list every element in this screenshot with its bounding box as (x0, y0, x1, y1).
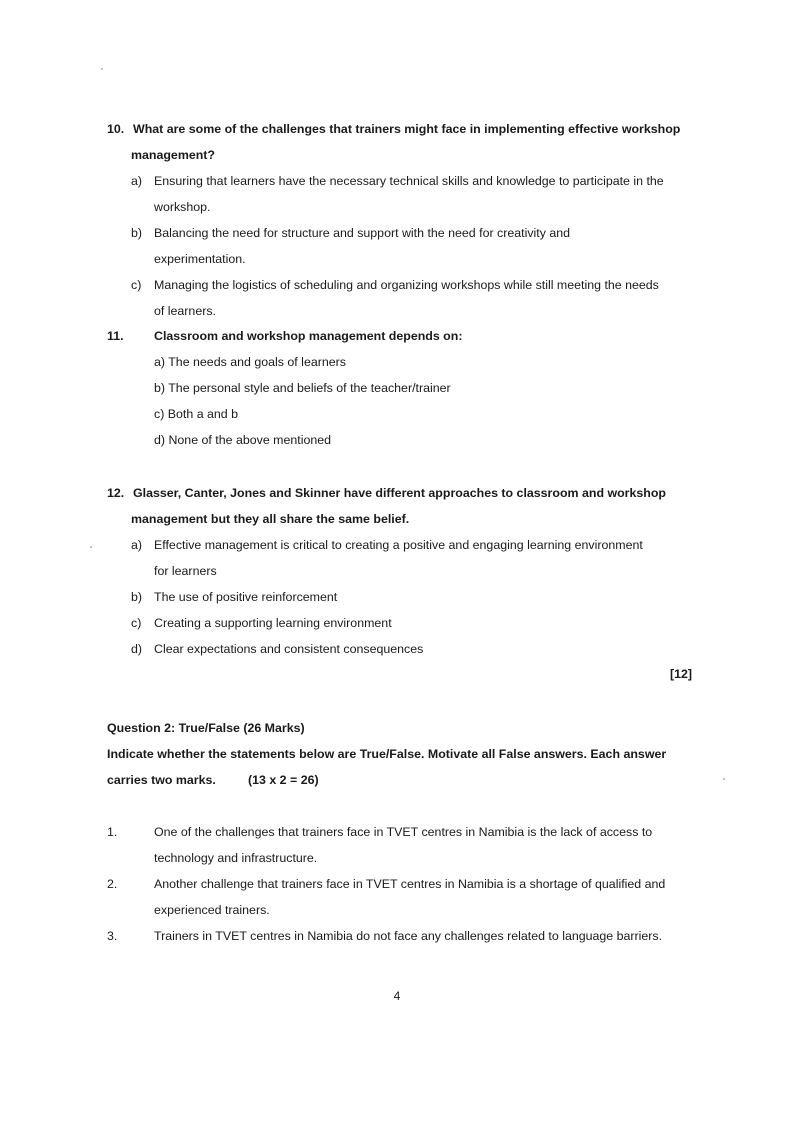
section-instruction-cont: carries two marks. (107, 773, 216, 787)
question-stem: Classroom and workshop management depends on: (154, 329, 463, 343)
option-label: b) (131, 226, 143, 240)
statement-text: Another challenge that trainers face in TVET centres in Namibia is a shortage of qualified and (154, 877, 666, 891)
option-text: d) None of the above mentioned (154, 433, 332, 447)
option-text-cont: experimentation. (154, 252, 246, 266)
option-text: c) Both a and b (154, 407, 239, 421)
option-text: b) The personal style and beliefs of the teacher/trainer (154, 381, 451, 395)
option-label: b) (131, 590, 143, 604)
option-text: Balancing the need for structure and support with the need for creativity and (154, 226, 571, 240)
statement-number: 3. (107, 929, 118, 943)
option-label: a) (131, 538, 143, 552)
option-label: c) (131, 616, 142, 630)
option-text-cont: of learners. (154, 304, 216, 318)
statement-text: Trainers in TVET centres in Namibia do not face any challenges related to language barriers. (154, 929, 663, 943)
option-text: Clear expectations and consistent consequences (154, 642, 424, 656)
option-text: Ensuring that learners have the necessary technical skills and knowledge to participate in the (154, 174, 664, 188)
section-heading: Question 2: True/False (26 Marks) (107, 721, 305, 735)
question-stem: Glasser, Canter, Jones and Skinner have different approaches to classroom and workshop (133, 486, 666, 500)
option-text: Effective management is critical to creating a positive and engaging learning environment (154, 538, 643, 552)
question-stem: What are some of the challenges that trainers might face in implementing effective workshop (133, 122, 681, 136)
option-text: Creating a supporting learning environment (154, 616, 392, 630)
option-label: a) (131, 174, 143, 188)
section-instruction: Indicate whether the statements below are True/False. Motivate all False answers. Each answer (107, 747, 667, 761)
statement-number: 1. (107, 825, 118, 839)
option-text-cont: workshop. (154, 200, 211, 214)
statement-text: One of the challenges that trainers face in TVET centres in Namibia is the lack of access to (154, 825, 653, 839)
scan-speck (723, 778, 725, 780)
question-stem-cont: management? (131, 148, 215, 162)
option-text: The use of positive reinforcement (154, 590, 338, 604)
scan-speck (101, 68, 103, 70)
option-text: Managing the logistics of scheduling and organizing workshops while still meeting the needs (154, 278, 659, 292)
marks-formula: (13 x 2 = 26) (248, 773, 319, 787)
option-label: c) (131, 278, 142, 292)
statement-text-cont: technology and infrastructure. (154, 851, 318, 865)
statement-text-cont: experienced trainers. (154, 903, 270, 917)
option-text: a) The needs and goals of learners (154, 355, 346, 369)
question-number: 12. (107, 486, 125, 500)
scan-speck (90, 546, 92, 548)
option-label: d) (131, 642, 143, 656)
question-stem-cont: management but they all share the same belief. (131, 512, 410, 526)
question-number: 11. (107, 329, 124, 343)
statement-number: 2. (107, 877, 118, 891)
page-number: 4 (393, 989, 401, 1003)
section-total-marks: [12] (669, 667, 692, 681)
question-number: 10. (107, 122, 125, 136)
option-text-cont: for learners (154, 564, 217, 578)
